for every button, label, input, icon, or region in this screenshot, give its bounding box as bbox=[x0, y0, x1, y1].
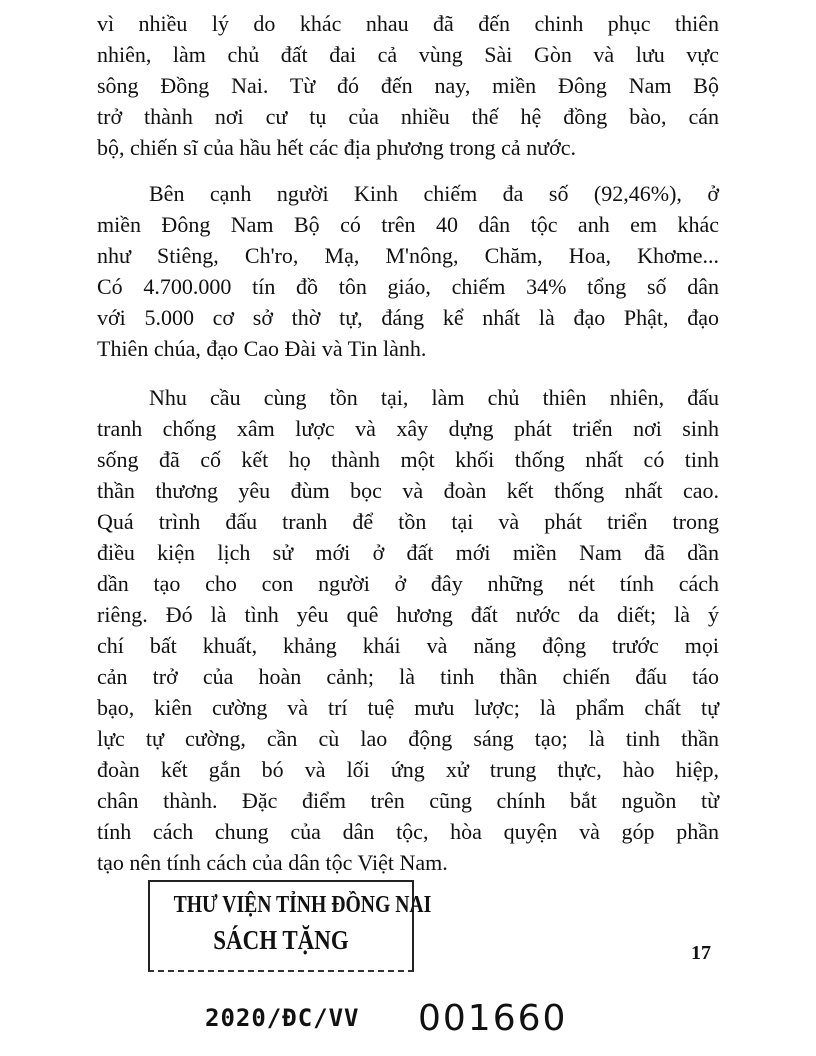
paragraph-3-line: dần tạo cho con người ở đây những nét tính cách bbox=[97, 571, 719, 596]
paragraph-1-line: trở thành nơi cư tụ của nhiều thế hệ đồng bào, cán bbox=[97, 104, 719, 129]
paragraph-3-line: điều kiện lịch sử mới ở đất mới miền Nam đã dần bbox=[97, 540, 719, 565]
paragraph-1-line: vì nhiều lý do khác nhau đã đến chinh phục thiên bbox=[97, 11, 719, 36]
paragraph-3-line: chí bất khuất, khảng khái và năng động trước mọi bbox=[97, 633, 719, 658]
call-number: 2020/ĐC/VV bbox=[205, 1004, 360, 1032]
paragraph-2-line: với 5.000 cơ sở thờ tự, đáng kể nhất là đạo Phật, đạo bbox=[97, 305, 719, 330]
paragraph-3-line: tính cách chung của dân tộc, hòa quyện và góp phần bbox=[97, 819, 719, 844]
paragraph-2-line: Có 4.700.000 tín đồ tôn giáo, chiếm 34% tổng số dân bbox=[97, 274, 719, 299]
paragraph-1-line: sông Đồng Nai. Từ đó đến nay, miền Đông Nam Bộ bbox=[97, 73, 719, 98]
library-stamp bbox=[148, 880, 432, 972]
paragraph-3-line: tạo nên tính cách của dân tộc Việt Nam. bbox=[97, 850, 448, 875]
accession-number: 001660 bbox=[418, 998, 568, 1039]
paragraph-1-line: nhiên, làm chủ đất đai cả vùng Sài Gòn và lưu vực bbox=[97, 42, 719, 67]
paragraph-3-line: thần thương yêu đùm bọc và đoàn kết thống nhất cao. bbox=[97, 478, 719, 503]
paragraph-3-line: riêng. Đó là tình yêu quê hương đất nước da diết; là ý bbox=[97, 602, 719, 627]
paragraph-3-line: sống đã cố kết họ thành một khối thống nhất có tinh bbox=[97, 447, 719, 472]
paragraph-3-line: cản trở của hoàn cảnh; là tinh thần chiến đấu táo bbox=[97, 664, 719, 689]
paragraph-2-line: Thiên chúa, đạo Cao Đài và Tin lành. bbox=[97, 336, 427, 361]
paragraph-3-line: đoàn kết gắn bó và lối ứng xử trung thực, hào hiệp, bbox=[97, 757, 719, 782]
paragraph-1-line: bộ, chiến sĩ của hầu hết các địa phương trong cả nước. bbox=[97, 135, 577, 160]
paragraph-3-line: bạo, kiên cường và trí tuệ mưu lược; là phẩm chất tự bbox=[97, 695, 719, 720]
page-number: 17 bbox=[691, 942, 711, 964]
stamp-line-2: SÁCH TẶNG bbox=[213, 925, 349, 955]
paragraph-3-line: lực tự cường, cần cù lao động sáng tạo; là tinh thần bbox=[97, 726, 719, 751]
paragraph-3-line: Quá trình đấu tranh để tồn tại và phát triển trong bbox=[97, 509, 719, 534]
paragraph-3-line: chân thành. Đặc điểm trên cũng chính bắt nguồn từ bbox=[97, 788, 719, 813]
stamp-line-1: THƯ VIỆN TỈNH ĐỒNG NAI bbox=[173, 892, 432, 918]
paragraph-2-line: như Stiêng, Ch'ro, Mạ, M'nông, Chăm, Hoa, Khơme... bbox=[97, 243, 719, 268]
paragraph-2-line: miền Đông Nam Bộ có trên 40 dân tộc anh em khác bbox=[97, 212, 719, 237]
paragraph-2-line: Bên cạnh người Kinh chiếm đa số (92,46%), ở bbox=[149, 181, 719, 206]
paragraph-3-line: tranh chống xâm lược và xây dựng phát triển nơi sinh bbox=[97, 416, 719, 441]
paragraph-3-line: Nhu cầu cùng tồn tại, làm chủ thiên nhiên, đấu bbox=[149, 385, 719, 410]
